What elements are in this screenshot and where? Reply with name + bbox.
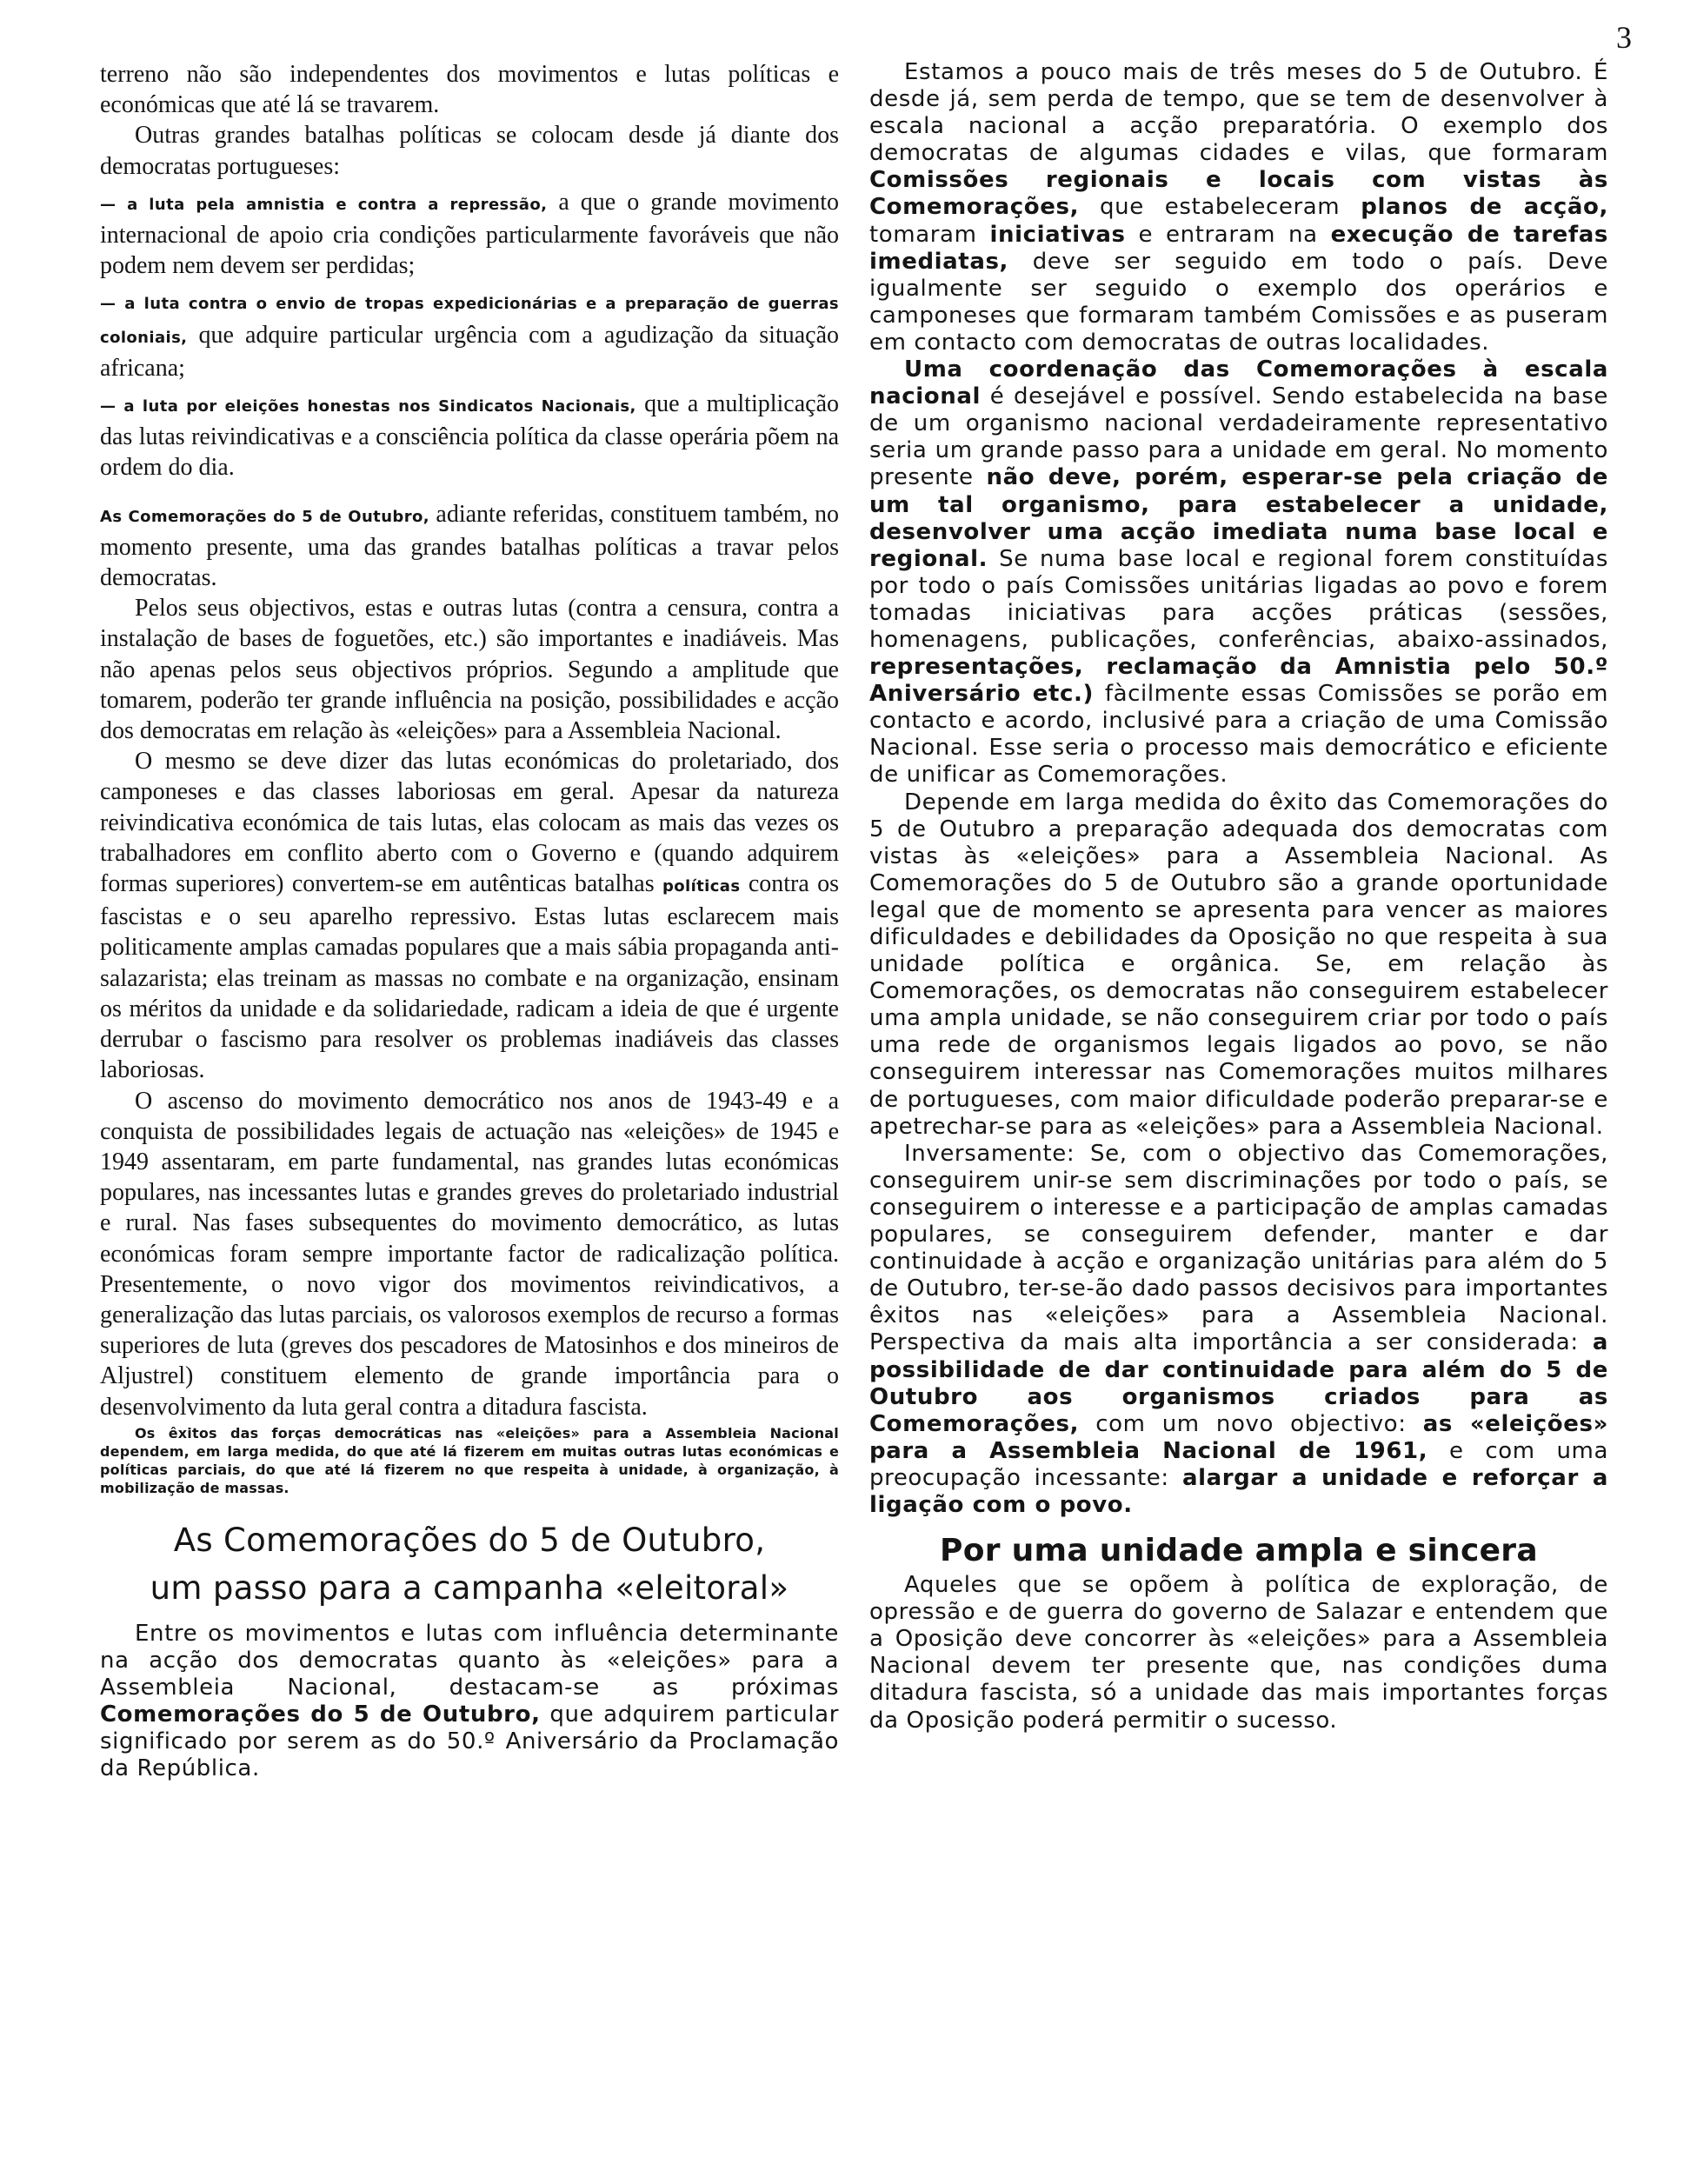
- paragraph: [100, 499, 839, 594]
- item-text: que a multiplicação das lutas reivindicativas e a consciência política da classe operária põem na ordem do dia.: [100, 390, 839, 482]
- item-lead: — a luta contra o envio de tropas expedicionárias e a preparação de guerras coloniais,: [100, 295, 839, 347]
- section-heading: [100, 1516, 839, 1612]
- list-item: [100, 389, 839, 483]
- paragraph: Uma coordenação das Comemorações à escala nacional é desejável e possível. Sendo estabelecida na base de um organismo nacional verdadeiramente representativo seria um grande passo para a unidade em geral. No momento presente não deve, porém, esperar-se pela criação de um tal organismo, para estabelecer a unidade, desenvolver uma acção imediata numa base local e regional. Se numa base local e regional forem constituídas por todo o país Comissões unitárias ligadas ao povo e forem tomadas iniciativas para acções práticas (sessões, homenagens, publicações, conferências, abaixo-assinados, representações, reclamação da Amnistia pelo 50.º Aniversário etc.) fàcilmente essas Comissões se porão em contacto e acordo, inclusivé para a criação de uma Comissão Nacional. Esse seria o processo mais democrático e eficiente de unificar as Comemorações.: [869, 356, 1608, 789]
- paragraph: Inversamente: Se, com o objectivo das Comemorações, conseguirem unir-se sem discriminações por todo o país, se conseguirem o interesse e a participação de amplas camadas populares, se conseguirem defender, manter e dar continuidade à acção e organização unitárias para além do 5 de Outubro, ter-se-ão dado passos decisivos para importantes êxitos nas «eleições» para a Assembleia Nacional. Perspectiva da mais alta importância a ser considerada: a possibilidade de dar continuidade para além do 5 de Outubro aos organismos criados para as Comemorações, com um novo objectivo: as «eleições» para a Assembleia Nacional de 1961, e com uma preocupação incessante: alargar a unidade e reforçar a ligação com o povo.: [869, 1140, 1609, 1518]
- heading-line: As Comemorações do 5 de Outubro,: [173, 1521, 766, 1559]
- item-lead: — a luta pela amnistia e contra a repressão,: [100, 195, 548, 214]
- paragraph: Outras grandes batalhas políticas se colocam desde já diante dos democratas portugueses:: [100, 122, 839, 180]
- paragraph-text: adiante referidas, constituem também, no momento presente, uma das grandes batalhas políticas a travar pelos democratas.: [100, 500, 840, 592]
- heading-line: um passo para a campanha «eleitoral»: [150, 1568, 789, 1607]
- paragraph: O mesmo se deve dizer das lutas económicas do proletariado, dos camponeses e das classes laboriosas em geral. Apesar da natureza reivindicativa económica de tais lutas, elas colocam as mais das vezes os trabalhadores em conflito aberto com o Governo e (quando adquirem formas superiores) convertem-se em autênticas batalhas políticas contra os fascistas e o seu aparelho repressivo. Estas lutas esclarecem mais politicamente amplas camadas populares que a mais sábia propaganda anti-salazarista; elas treinam as massas no combate e na organização, ensinam os méritos da unidade e da solidariedade, radicam a ideia de que é urgente derrubar o fascismo para resolver os problemas inadiáveis das classes laboriosas.: [100, 748, 840, 1084]
- page-number: 3: [1616, 20, 1632, 55]
- item-lead: — a luta por eleições honestas nos Sindicatos Nacionais,: [100, 397, 636, 416]
- left-column: [100, 59, 839, 1782]
- paragraph: Depende em larga medida do êxito das Comemorações do 5 de Outubro a preparação adequada dos democratas com vistas às «eleições» para a Assembleia Nacional. As Comemorações do 5 de Outubro são a grande oportunidade legal que de momento se apresenta para vencer as maiores dificuldades e debilidades da Oposição no que respeita à sua unidade política e orgânica. Se, em relação às Comemorações, os democratas não conseguirem estabelecer uma ampla unidade, se não conseguirem criar por todo o país uma rede de organismos legais ligados ao povo, se não conseguirem interessar nas Comemorações muitos milhares de portugueses, com maior dificuldade poderão preparar-se e apetrechar-se para as «eleições» para a Assembleia Nacional.: [869, 789, 1608, 1140]
- list-item: [100, 187, 839, 282]
- item-text: que adquire particular urgência com a agudização da situação africana;: [100, 321, 840, 382]
- paragraph-lead: As Comemorações do 5 de Outubro,: [100, 507, 429, 526]
- note-paragraph: Os êxitos das forças democráticas nas «eleições» para a Assembleia Nacional dependem, em larga medida, do que até lá fizerem em muitas outras lutas económicas e políticas parciais, do que até lá fizerem no que respeita à unidade, à organização, à mobilização de massas.: [100, 1424, 839, 1496]
- paragraph: terreno não são independentes dos movimentos e lutas políticas e económicas que até lá se travarem.: [100, 61, 839, 119]
- item-text: a que o grande movimento internacional de apoio cria condições particularmente favoráveis que não podem nem devem ser perdidas;: [100, 188, 839, 280]
- paragraph: Pelos seus objectivos, estas e outras lutas (contra a censura, contra a instalação de bases de foguetões, etc.) são importantes e inadiáveis. Mas não apenas pelos seus objectivos próprios. Segundo a amplitude que tomarem, poderão ter grande influência na posição, possibilidades e acção dos democratas em relação às «eleições» para a Assembleia Nacional.: [100, 595, 839, 745]
- paragraph: O ascenso do movimento democrático nos anos de 1943-49 e a conquista de possibilidades legais de actuação nas «eleições» de 1945 e 1949 assentaram, em parte fundamental, nas grandes lutas económicas populares, nas incessantes lutas e grandes greves do proletariado industrial e rural. Nas fases subsequentes do movimento democrático, as lutas económicas foram sempre importante factor de radicalização política. Presentemente, o novo vigor dos movimentos reivindicativos, a generalização das lutas parciais, os valorosos exemplos de recurso a formas superiores de luta (greves dos pescadores de Matosinhos e dos mineiros de Aljustrel) constituem elemento de grande importância para o desenvolvimento da luta geral contra a ditadura fascista.: [100, 1087, 839, 1421]
- paragraph: Entre os movimentos e lutas com influência determinante na acção dos democratas quanto às «eleições» para a Assembleia Nacional, destacam-se as próximas Comemorações do 5 de Outubro, que adquirem particular significado por serem as do 50.º Aniversário da Proclamação da República.: [100, 1620, 839, 1782]
- right-column: [869, 59, 1608, 1735]
- paragraph: Estamos a pouco mais de três meses do 5 de Outubro. É desde já, sem perda de tempo, que se tem de desenvolver à escala nacional a acção preparatória. O exemplo dos democratas de algumas cidades e vilas, que formaram Comissões regionais e locais com vistas às Comemorações, que estabeleceram planos de acção, tomaram iniciativas e entraram na execução de tarefas imediatas, deve ser seguido em todo o país. Deve igualmente ser seguido o exemplo dos operários e camponeses que formaram também Comissões e as puseram em contacto com democratas de outras localidades.: [869, 59, 1608, 356]
- section-heading: Por uma unidade ampla e sincera: [940, 1533, 1538, 1569]
- list-item: [100, 286, 839, 383]
- paragraph: Aqueles que se opõem à política de exploração, de opressão e de guerra do governo de Salazar e entendem que a Oposição deve concorrer às «eleições» para a Assembleia Nacional devem ter presente que, nas condições duma ditadura fascista, só a unidade das mais importantes forças da Oposição poderá permitir o sucesso.: [869, 1572, 1608, 1734]
